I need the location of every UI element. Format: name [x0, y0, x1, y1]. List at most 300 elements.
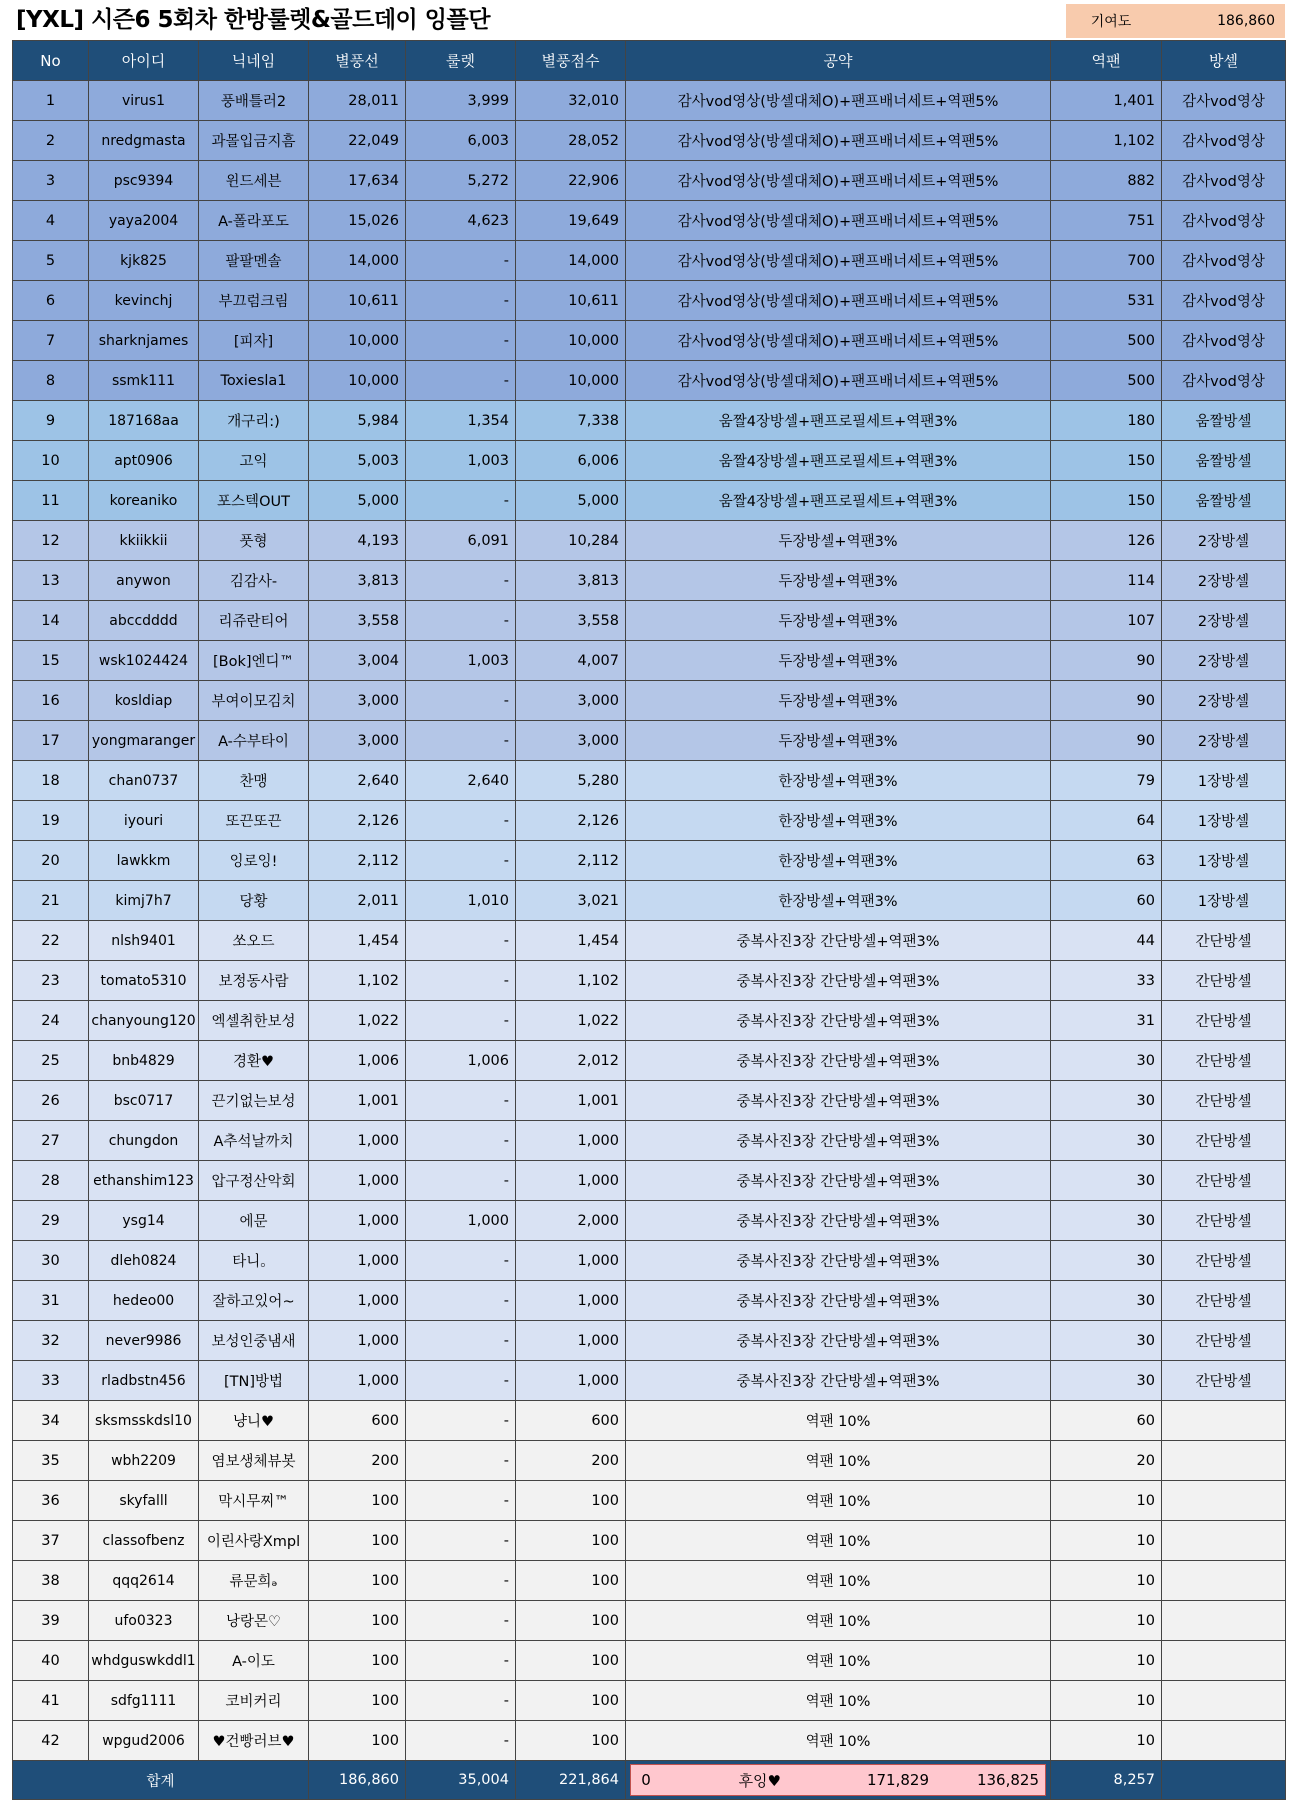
cell-pledge: 감사vod영상(방셀대체O)+팬프배너세트+역팬5%: [626, 321, 1051, 361]
cell-roulette: 6,003: [406, 121, 516, 161]
donation-table: [12, 40, 1286, 1800]
table-row: [13, 1481, 1286, 1521]
cell-no: 34: [13, 1401, 89, 1441]
cell-score: 1,001: [516, 1081, 626, 1121]
cell-roulette: -: [406, 1121, 516, 1161]
table-row: [13, 681, 1286, 721]
cell-no: 6: [13, 281, 89, 321]
table-row: [13, 1361, 1286, 1401]
cell-room-sel: 감사vod영상: [1162, 321, 1286, 361]
cell-nickname: 김감사-: [199, 561, 309, 601]
cell-balloons: 1,000: [309, 1121, 406, 1161]
cell-nickname: 찬맹: [199, 761, 309, 801]
table-row: [13, 1241, 1286, 1281]
cell-reverse-fan: 1,102: [1051, 121, 1162, 161]
table-row: [13, 1161, 1286, 1201]
cell-roulette: 1,006: [406, 1041, 516, 1081]
cell-pledge: 중복사진3장 간단방셀+역팬3%: [626, 961, 1051, 1001]
cell-no: 13: [13, 561, 89, 601]
cell-roulette: -: [406, 1521, 516, 1561]
cell-no: 26: [13, 1081, 89, 1121]
cell-roulette: -: [406, 1361, 516, 1401]
table-row: [13, 601, 1286, 641]
cell-room-sel: [1162, 1521, 1286, 1561]
cell-room-sel: 2장방셀: [1162, 561, 1286, 601]
cell-pledge: 움짤4장방셀+팬프로필세트+역팬3%: [626, 441, 1051, 481]
cell-score: 1,000: [516, 1321, 626, 1361]
cell-pledge: 한장방셀+역팬3%: [626, 881, 1051, 921]
cell-pledge: 한장방셀+역팬3%: [626, 801, 1051, 841]
cell-no: 42: [13, 1721, 89, 1761]
cell-room-sel: [1162, 1441, 1286, 1481]
cell-roulette: -: [406, 1081, 516, 1121]
cell-nickname: A추석날까치: [199, 1121, 309, 1161]
cell-no: 1: [13, 81, 89, 121]
cell-no: 3: [13, 161, 89, 201]
cell-pledge: 감사vod영상(방셀대체O)+팬프배너세트+역팬5%: [626, 161, 1051, 201]
table-row: [13, 481, 1286, 521]
cell-reverse-fan: 30: [1051, 1281, 1162, 1321]
cell-balloons: 28,011: [309, 81, 406, 121]
total-score: 221,864: [516, 1761, 626, 1800]
cell-balloons: 3,004: [309, 641, 406, 681]
cell-score: 2,012: [516, 1041, 626, 1081]
cell-nickname: 냥니♥: [199, 1401, 309, 1441]
table-row: [13, 1201, 1286, 1241]
cell-no: 12: [13, 521, 89, 561]
col-balloons: 별풍선: [309, 41, 406, 81]
cell-no: 18: [13, 761, 89, 801]
cell-reverse-fan: 10: [1051, 1521, 1162, 1561]
cell-reverse-fan: 33: [1051, 961, 1162, 1001]
col-id: 아이디: [89, 41, 199, 81]
cell-score: 10,611: [516, 281, 626, 321]
cell-score: 5,280: [516, 761, 626, 801]
cell-room-sel: 1장방셀: [1162, 881, 1286, 921]
table-row: [13, 1001, 1286, 1041]
cell-room-sel: [1162, 1681, 1286, 1721]
cell-nickname: 리쥬란티어: [199, 601, 309, 641]
cell-room-sel: 1장방셀: [1162, 801, 1286, 841]
cell-id: sksmsskdsl10: [89, 1401, 199, 1441]
cell-no: 23: [13, 961, 89, 1001]
cell-nickname: 당황: [199, 881, 309, 921]
contribution-value: 186,860: [1217, 13, 1275, 29]
cell-no: 29: [13, 1201, 89, 1241]
cell-no: 36: [13, 1481, 89, 1521]
col-room-sel: 방셀: [1162, 41, 1286, 81]
cell-no: 10: [13, 441, 89, 481]
cell-pledge: 중복사진3장 간단방셀+역팬3%: [626, 1161, 1051, 1201]
cell-reverse-fan: 500: [1051, 361, 1162, 401]
cell-room-sel: 간단방셀: [1162, 1121, 1286, 1161]
cell-pledge: 역팬 10%: [626, 1441, 1051, 1481]
cell-nickname: ♥건빵러브♥: [199, 1721, 309, 1761]
cell-balloons: 100: [309, 1681, 406, 1721]
cell-no: 24: [13, 1001, 89, 1041]
cell-nickname: 엑셀취한보성: [199, 1001, 309, 1041]
cell-no: 16: [13, 681, 89, 721]
cell-no: 11: [13, 481, 89, 521]
cell-room-sel: [1162, 1721, 1286, 1761]
cell-room-sel: [1162, 1641, 1286, 1681]
cell-score: 10,284: [516, 521, 626, 561]
cell-pledge: 역팬 10%: [626, 1601, 1051, 1641]
cell-reverse-fan: 90: [1051, 681, 1162, 721]
cell-roulette: -: [406, 241, 516, 281]
cell-roulette: -: [406, 921, 516, 961]
cell-score: 100: [516, 1721, 626, 1761]
cell-roulette: -: [406, 1281, 516, 1321]
cell-reverse-fan: 10: [1051, 1721, 1162, 1761]
table-row: [13, 1041, 1286, 1081]
cell-no: 19: [13, 801, 89, 841]
cell-score: 100: [516, 1641, 626, 1681]
cell-reverse-fan: 107: [1051, 601, 1162, 641]
cell-room-sel: 간단방셀: [1162, 961, 1286, 1001]
cell-roulette: -: [406, 1001, 516, 1041]
cell-score: 19,649: [516, 201, 626, 241]
cell-balloons: 1,001: [309, 1081, 406, 1121]
table-row: [13, 121, 1286, 161]
table-row: [13, 841, 1286, 881]
cell-id: wpgud2006: [89, 1721, 199, 1761]
cell-score: 200: [516, 1441, 626, 1481]
cell-reverse-fan: 64: [1051, 801, 1162, 841]
cell-id: iyouri: [89, 801, 199, 841]
cell-roulette: -: [406, 1401, 516, 1441]
cell-balloons: 100: [309, 1641, 406, 1681]
cell-score: 10,000: [516, 361, 626, 401]
cell-no: 17: [13, 721, 89, 761]
cell-no: 7: [13, 321, 89, 361]
cell-nickname: A-이도: [199, 1641, 309, 1681]
cell-nickname: 염보생체뷰봇: [199, 1441, 309, 1481]
total-box-name: 후잉♥: [738, 1771, 781, 1790]
total-balloons: 186,860: [309, 1761, 406, 1800]
cell-room-sel: 2장방셀: [1162, 641, 1286, 681]
cell-balloons: 1,000: [309, 1201, 406, 1241]
table-row: [13, 1081, 1286, 1121]
cell-roulette: -: [406, 1721, 516, 1761]
table-row: [13, 521, 1286, 561]
total-room-sel: [1162, 1761, 1286, 1800]
cell-reverse-fan: 44: [1051, 921, 1162, 961]
col-pledge: 공약: [626, 41, 1051, 81]
cell-id: koreaniko: [89, 481, 199, 521]
table-row: [13, 721, 1286, 761]
cell-roulette: -: [406, 961, 516, 1001]
cell-reverse-fan: 1,401: [1051, 81, 1162, 121]
cell-pledge: 감사vod영상(방셀대체O)+팬프배너세트+역팬5%: [626, 241, 1051, 281]
cell-roulette: 4,623: [406, 201, 516, 241]
cell-roulette: -: [406, 361, 516, 401]
cell-pledge: 움짤4장방셀+팬프로필세트+역팬3%: [626, 481, 1051, 521]
cell-id: hedeo00: [89, 1281, 199, 1321]
cell-id: lawkkm: [89, 841, 199, 881]
cell-nickname: 낭랑몬♡: [199, 1601, 309, 1641]
cell-score: 1,000: [516, 1361, 626, 1401]
cell-balloons: 4,193: [309, 521, 406, 561]
cell-balloons: 2,126: [309, 801, 406, 841]
table-row: [13, 1721, 1286, 1761]
cell-reverse-fan: 10: [1051, 1641, 1162, 1681]
table-row: [13, 241, 1286, 281]
total-pledge-cell: [626, 1761, 1051, 1800]
cell-nickname: 과몰입금지흠: [199, 121, 309, 161]
contribution-label: 기여도: [1090, 14, 1132, 30]
cell-reverse-fan: 60: [1051, 1401, 1162, 1441]
table-row: [13, 561, 1286, 601]
col-nickname: 닉네임: [199, 41, 309, 81]
cell-room-sel: 움짤방셀: [1162, 401, 1286, 441]
cell-score: 3,813: [516, 561, 626, 601]
cell-score: 6,006: [516, 441, 626, 481]
cell-id: yaya2004: [89, 201, 199, 241]
cell-no: 22: [13, 921, 89, 961]
cell-room-sel: 간단방셀: [1162, 1041, 1286, 1081]
cell-room-sel: 간단방셀: [1162, 1001, 1286, 1041]
cell-nickname: 에문: [199, 1201, 309, 1241]
sheet-title: [YXL] 시즌6 5회차 한방룰렛&골드데이 잉플단: [16, 7, 490, 33]
cell-pledge: 두장방셀+역팬3%: [626, 681, 1051, 721]
cell-id: kosldiap: [89, 681, 199, 721]
cell-room-sel: 2장방셀: [1162, 721, 1286, 761]
cell-reverse-fan: 79: [1051, 761, 1162, 801]
cell-no: 32: [13, 1321, 89, 1361]
table-row: [13, 81, 1286, 121]
cell-score: 32,010: [516, 81, 626, 121]
cell-reverse-fan: 10: [1051, 1481, 1162, 1521]
cell-reverse-fan: 114: [1051, 561, 1162, 601]
cell-balloons: 100: [309, 1521, 406, 1561]
table-row: [13, 1321, 1286, 1361]
cell-roulette: -: [406, 1641, 516, 1681]
total-pledge-box: [630, 1764, 1046, 1796]
cell-balloons: 1,000: [309, 1161, 406, 1201]
table-row: [13, 361, 1286, 401]
cell-id: abccdddd: [89, 601, 199, 641]
cell-pledge: 중복사진3장 간단방셀+역팬3%: [626, 921, 1051, 961]
cell-balloons: 1,000: [309, 1321, 406, 1361]
cell-id: whdguswkddl1: [89, 1641, 199, 1681]
cell-balloons: 22,049: [309, 121, 406, 161]
cell-room-sel: 간단방셀: [1162, 1281, 1286, 1321]
cell-id: sharknjames: [89, 321, 199, 361]
cell-score: 2,000: [516, 1201, 626, 1241]
cell-room-sel: 간단방셀: [1162, 1081, 1286, 1121]
cell-score: 2,126: [516, 801, 626, 841]
cell-room-sel: 2장방셀: [1162, 521, 1286, 561]
cell-score: 600: [516, 1401, 626, 1441]
cell-roulette: 2,640: [406, 761, 516, 801]
cell-nickname: 잘하고있어~: [199, 1281, 309, 1321]
cell-room-sel: 감사vod영상: [1162, 121, 1286, 161]
cell-no: 2: [13, 121, 89, 161]
cell-reverse-fan: 90: [1051, 641, 1162, 681]
cell-score: 1,022: [516, 1001, 626, 1041]
cell-room-sel: 움짤방셀: [1162, 441, 1286, 481]
col-no: No: [13, 41, 89, 81]
table-row: [13, 441, 1286, 481]
cell-id: ssmk111: [89, 361, 199, 401]
cell-reverse-fan: 150: [1051, 481, 1162, 521]
table-row: [13, 201, 1286, 241]
cell-reverse-fan: 10: [1051, 1681, 1162, 1721]
cell-nickname: 고익: [199, 441, 309, 481]
cell-room-sel: [1162, 1481, 1286, 1521]
cell-no: 40: [13, 1641, 89, 1681]
cell-score: 3,000: [516, 681, 626, 721]
cell-pledge: 중복사진3장 간단방셀+역팬3%: [626, 1001, 1051, 1041]
table-row: [13, 1641, 1286, 1681]
cell-score: 28,052: [516, 121, 626, 161]
cell-nickname: 보성인중냄새: [199, 1321, 309, 1361]
cell-roulette: -: [406, 801, 516, 841]
cell-room-sel: 간단방셀: [1162, 1321, 1286, 1361]
cell-balloons: 3,813: [309, 561, 406, 601]
cell-no: 39: [13, 1601, 89, 1641]
cell-room-sel: 감사vod영상: [1162, 201, 1286, 241]
cell-reverse-fan: 30: [1051, 1041, 1162, 1081]
total-reverse-fan: 8,257: [1051, 1761, 1162, 1800]
cell-balloons: 100: [309, 1601, 406, 1641]
cell-nickname: [Bok]엔디™: [199, 641, 309, 681]
cell-nickname: 막시무찌™: [199, 1481, 309, 1521]
cell-score: 1,000: [516, 1161, 626, 1201]
cell-id: never9986: [89, 1321, 199, 1361]
cell-nickname: 포스텍OUT: [199, 481, 309, 521]
cell-nickname: [TN]방법: [199, 1361, 309, 1401]
cell-pledge: 한장방셀+역팬3%: [626, 761, 1051, 801]
cell-pledge: 감사vod영상(방셀대체O)+팬프배너세트+역팬5%: [626, 81, 1051, 121]
cell-id: kjk825: [89, 241, 199, 281]
cell-room-sel: 1장방셀: [1162, 841, 1286, 881]
cell-id: kimj7h7: [89, 881, 199, 921]
cell-reverse-fan: 60: [1051, 881, 1162, 921]
total-box-value-2: 136,825: [976, 1771, 1039, 1789]
cell-balloons: 1,102: [309, 961, 406, 1001]
cell-score: 1,454: [516, 921, 626, 961]
cell-id: chan0737: [89, 761, 199, 801]
cell-score: 100: [516, 1601, 626, 1641]
cell-reverse-fan: 30: [1051, 1161, 1162, 1201]
cell-room-sel: 2장방셀: [1162, 681, 1286, 721]
cell-id: chanyoung120: [89, 1001, 199, 1041]
cell-balloons: 5,984: [309, 401, 406, 441]
cell-reverse-fan: 10: [1051, 1601, 1162, 1641]
cell-reverse-fan: 751: [1051, 201, 1162, 241]
cell-no: 31: [13, 1281, 89, 1321]
cell-roulette: -: [406, 1561, 516, 1601]
cell-nickname: A-수부타이: [199, 721, 309, 761]
cell-balloons: 1,000: [309, 1361, 406, 1401]
cell-pledge: 감사vod영상(방셀대체O)+팬프배너세트+역팬5%: [626, 201, 1051, 241]
cell-room-sel: 감사vod영상: [1162, 241, 1286, 281]
cell-balloons: 1,000: [309, 1241, 406, 1281]
cell-room-sel: 1장방셀: [1162, 761, 1286, 801]
cell-score: 3,558: [516, 601, 626, 641]
cell-id: chungdon: [89, 1121, 199, 1161]
cell-pledge: 역팬 10%: [626, 1721, 1051, 1761]
cell-roulette: -: [406, 841, 516, 881]
table-row: [13, 1521, 1286, 1561]
table-row: [13, 321, 1286, 361]
cell-id: classofbenz: [89, 1521, 199, 1561]
cell-no: 9: [13, 401, 89, 441]
table-row: [13, 881, 1286, 921]
cell-roulette: 1,000: [406, 1201, 516, 1241]
cell-room-sel: [1162, 1561, 1286, 1601]
cell-balloons: 100: [309, 1481, 406, 1521]
cell-reverse-fan: 30: [1051, 1121, 1162, 1161]
cell-id: rladbstn456: [89, 1361, 199, 1401]
cell-no: 4: [13, 201, 89, 241]
cell-pledge: 중복사진3장 간단방셀+역팬3%: [626, 1201, 1051, 1241]
cell-score: 2,112: [516, 841, 626, 881]
cell-nickname: 타니。: [199, 1241, 309, 1281]
cell-balloons: 200: [309, 1441, 406, 1481]
cell-pledge: 역팬 10%: [626, 1401, 1051, 1441]
cell-balloons: 5,000: [309, 481, 406, 521]
cell-nickname: 코비커리: [199, 1681, 309, 1721]
total-roulette: 35,004: [406, 1761, 516, 1800]
cell-score: 100: [516, 1521, 626, 1561]
cell-id: yongmaranger: [89, 721, 199, 761]
cell-roulette: -: [406, 1161, 516, 1201]
cell-id: dleh0824: [89, 1241, 199, 1281]
cell-balloons: 10,611: [309, 281, 406, 321]
cell-id: apt0906: [89, 441, 199, 481]
cell-room-sel: 움짤방셀: [1162, 481, 1286, 521]
cell-roulette: 1,354: [406, 401, 516, 441]
cell-id: qqq2614: [89, 1561, 199, 1601]
cell-reverse-fan: 30: [1051, 1241, 1162, 1281]
total-box-zero: 0: [641, 1771, 651, 1789]
cell-nickname: 풋형: [199, 521, 309, 561]
cell-reverse-fan: 30: [1051, 1321, 1162, 1361]
cell-balloons: 2,640: [309, 761, 406, 801]
cell-score: 4,007: [516, 641, 626, 681]
cell-pledge: 중복사진3장 간단방셀+역팬3%: [626, 1041, 1051, 1081]
cell-balloons: 10,000: [309, 321, 406, 361]
cell-pledge: 중복사진3장 간단방셀+역팬3%: [626, 1321, 1051, 1361]
cell-roulette: -: [406, 721, 516, 761]
cell-pledge: 감사vod영상(방셀대체O)+팬프배너세트+역팬5%: [626, 121, 1051, 161]
cell-nickname: 압구정산악회: [199, 1161, 309, 1201]
cell-no: 8: [13, 361, 89, 401]
cell-balloons: 1,006: [309, 1041, 406, 1081]
cell-balloons: 5,003: [309, 441, 406, 481]
cell-reverse-fan: 531: [1051, 281, 1162, 321]
cell-pledge: 역팬 10%: [626, 1681, 1051, 1721]
cell-nickname: 팔팔멘솔: [199, 241, 309, 281]
cell-balloons: 100: [309, 1561, 406, 1601]
cell-room-sel: [1162, 1601, 1286, 1641]
cell-score: 10,000: [516, 321, 626, 361]
cell-pledge: 감사vod영상(방셀대체O)+팬프배너세트+역팬5%: [626, 281, 1051, 321]
cell-roulette: 1,003: [406, 441, 516, 481]
total-label: 합계: [13, 1761, 309, 1800]
cell-balloons: 14,000: [309, 241, 406, 281]
cell-score: 100: [516, 1561, 626, 1601]
cell-no: 14: [13, 601, 89, 641]
cell-id: anywon: [89, 561, 199, 601]
table-row: [13, 401, 1286, 441]
table-row: [13, 1401, 1286, 1441]
cell-id: ethanshim123: [89, 1161, 199, 1201]
cell-pledge: 중복사진3장 간단방셀+역팬3%: [626, 1281, 1051, 1321]
